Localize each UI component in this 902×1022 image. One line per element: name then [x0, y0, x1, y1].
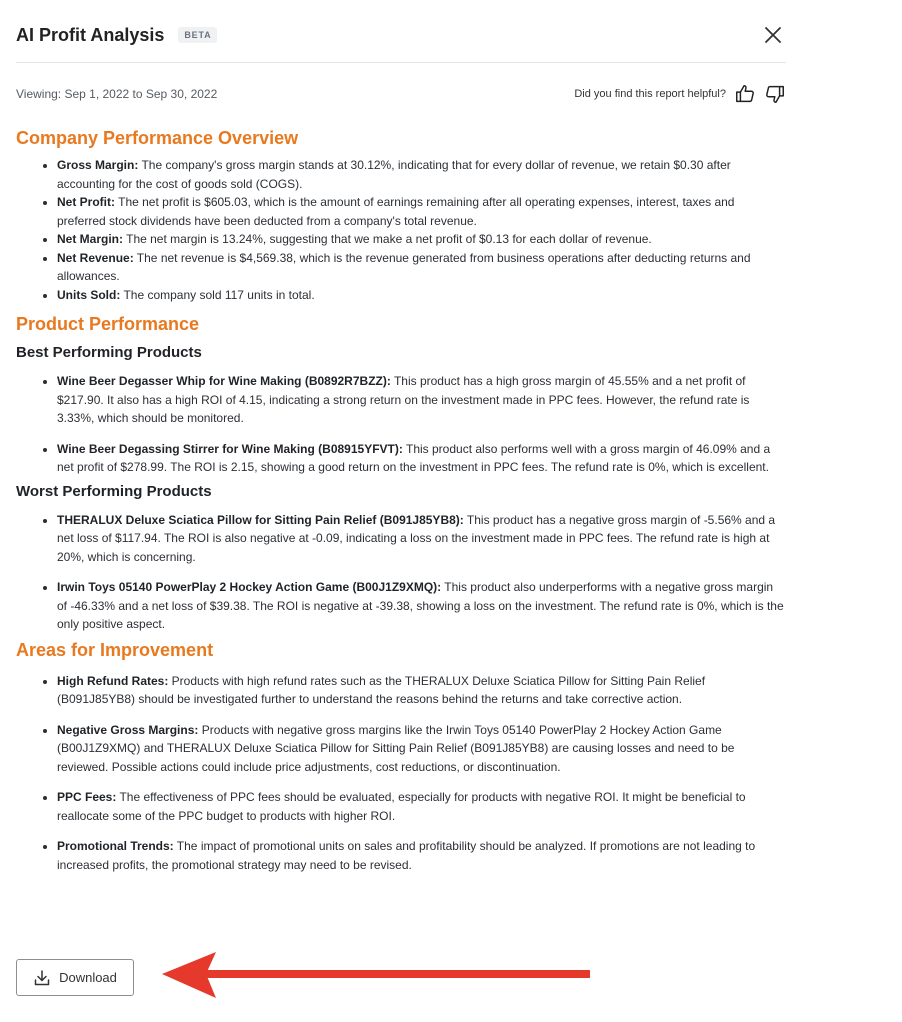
worst-products-list	[16, 511, 786, 634]
list-item: • Negative Gross Margins: Products with negative gross margins like the Irwin Toys 05140 PowerPlay 2 Hockey Action Game (B00J1Z9XMQ) and THERALUX Deluxe Sciatica Pillow for Sitting Pain Relief (B091J85YB8) are causing losses and need to be reviewed. Possible actions could include price adjustments, cost reductions, or discontinuation.	[57, 721, 786, 777]
list-item: • Units Sold: The company sold 117 units in total.	[57, 286, 786, 305]
subheading-best: Best Performing Products	[16, 344, 202, 361]
list-item: • Net Profit: The net profit is $605.03, which is the amount of earnings remaining after all operating expenses, interest, taxes and preferred stock dividends have been deducted from a company's total revenue.	[57, 193, 786, 230]
dialog-title: AI Profit Analysis	[16, 24, 165, 45]
section-heading-company: Company Performance Overview	[16, 128, 299, 148]
subheading-worst: Worst Performing Products	[16, 482, 212, 500]
feedback-prompt: Did you find this report helpful?	[574, 88, 726, 100]
thumbs-down-icon[interactable]	[764, 83, 786, 105]
beta-badge: BETA	[178, 27, 217, 43]
header-divider	[16, 62, 786, 63]
dialog-header	[16, 22, 786, 48]
list-item: • Wine Beer Degasser Whip for Wine Making (B0892R7BZZ): This product has a high gross margin of 45.55% and a net profit of $217.90. It also has a high ROI of 4.15, indicating a strong return on the investment made in PPC fees. However, the refund rate is 3.33%, which should be monitored.	[57, 372, 786, 428]
list-item: • Gross Margin: The company's gross margin stands at 30.12%, indicating that for every dollar of revenue, we retain $0.30 after accounting for the cost of goods sold (COGS).	[57, 156, 786, 193]
date-range-text: Viewing: Sep 1, 2022 to Sep 30, 2022	[16, 87, 218, 101]
annotation-arrow	[160, 950, 592, 1002]
list-item: • Irwin Toys 05140 PowerPlay 2 Hockey Action Game (B00J1Z9XMQ): This product also underperforms with a negative gross margin of -46.33% and a net loss of $39.38. The ROI is negative at -39.38, showing a loss on the investment. The refund rate is 0%, which is the only positive aspect.	[57, 578, 786, 634]
report-toolbar	[16, 80, 786, 108]
list-item: • Promotional Trends: The impact of promotional units on sales and profitability should be analyzed. If promotions are not leading to increased profits, the promotional strategy may need to be revised.	[57, 837, 786, 874]
download-icon	[33, 969, 51, 987]
list-item: • Wine Beer Degassing Stirrer for Wine Making (B08915YFVT): This product also performs well with a gross margin of 46.09% and a net profit of $278.99. The ROI is 2.15, showing a good return on the investment in PPC fees. The refund rate is 0%, which is excellent.	[57, 440, 786, 477]
list-item: • Net Margin: The net margin is 13.24%, suggesting that we make a net profit of $0.13 for each dollar of revenue.	[57, 230, 786, 249]
best-products-list	[16, 372, 786, 477]
report-content	[16, 126, 786, 886]
list-item: • High Refund Rates: Products with high refund rates such as the THERALUX Deluxe Sciatica Pillow for Sitting Pain Relief (B091J85YB8) should be investigated further to understand the reasons behind the returns and take corrective action.	[57, 672, 786, 709]
close-icon[interactable]	[762, 24, 784, 46]
section-heading-improvement: Areas for Improvement	[16, 639, 214, 660]
download-label: Download	[59, 970, 117, 985]
improvement-list	[16, 672, 786, 875]
download-button[interactable]	[16, 959, 134, 996]
thumbs-up-icon[interactable]	[734, 83, 756, 105]
section-heading-product: Product Performance	[16, 314, 200, 334]
list-item: • PPC Fees: The effectiveness of PPC fees should be evaluated, especially for products with negative ROI. It might be beneficial to reallocate some of the PPC budget to products with higher ROI.	[57, 788, 786, 825]
list-item: • THERALUX Deluxe Sciatica Pillow for Sitting Pain Relief (B091J85YB8): This product has a negative gross margin of -5.56% and a net loss of $117.94. The ROI is also negative at -0.09, indicating a loss on the investment made in PPC fees. The refund rate is high at 20%, which is concerning.	[57, 511, 786, 567]
feedback-group	[574, 83, 786, 105]
list-item: • Net Revenue: The net revenue is $4,569.38, which is the revenue generated from business operations after deducting returns and allowances.	[57, 249, 786, 286]
company-list	[16, 156, 786, 304]
